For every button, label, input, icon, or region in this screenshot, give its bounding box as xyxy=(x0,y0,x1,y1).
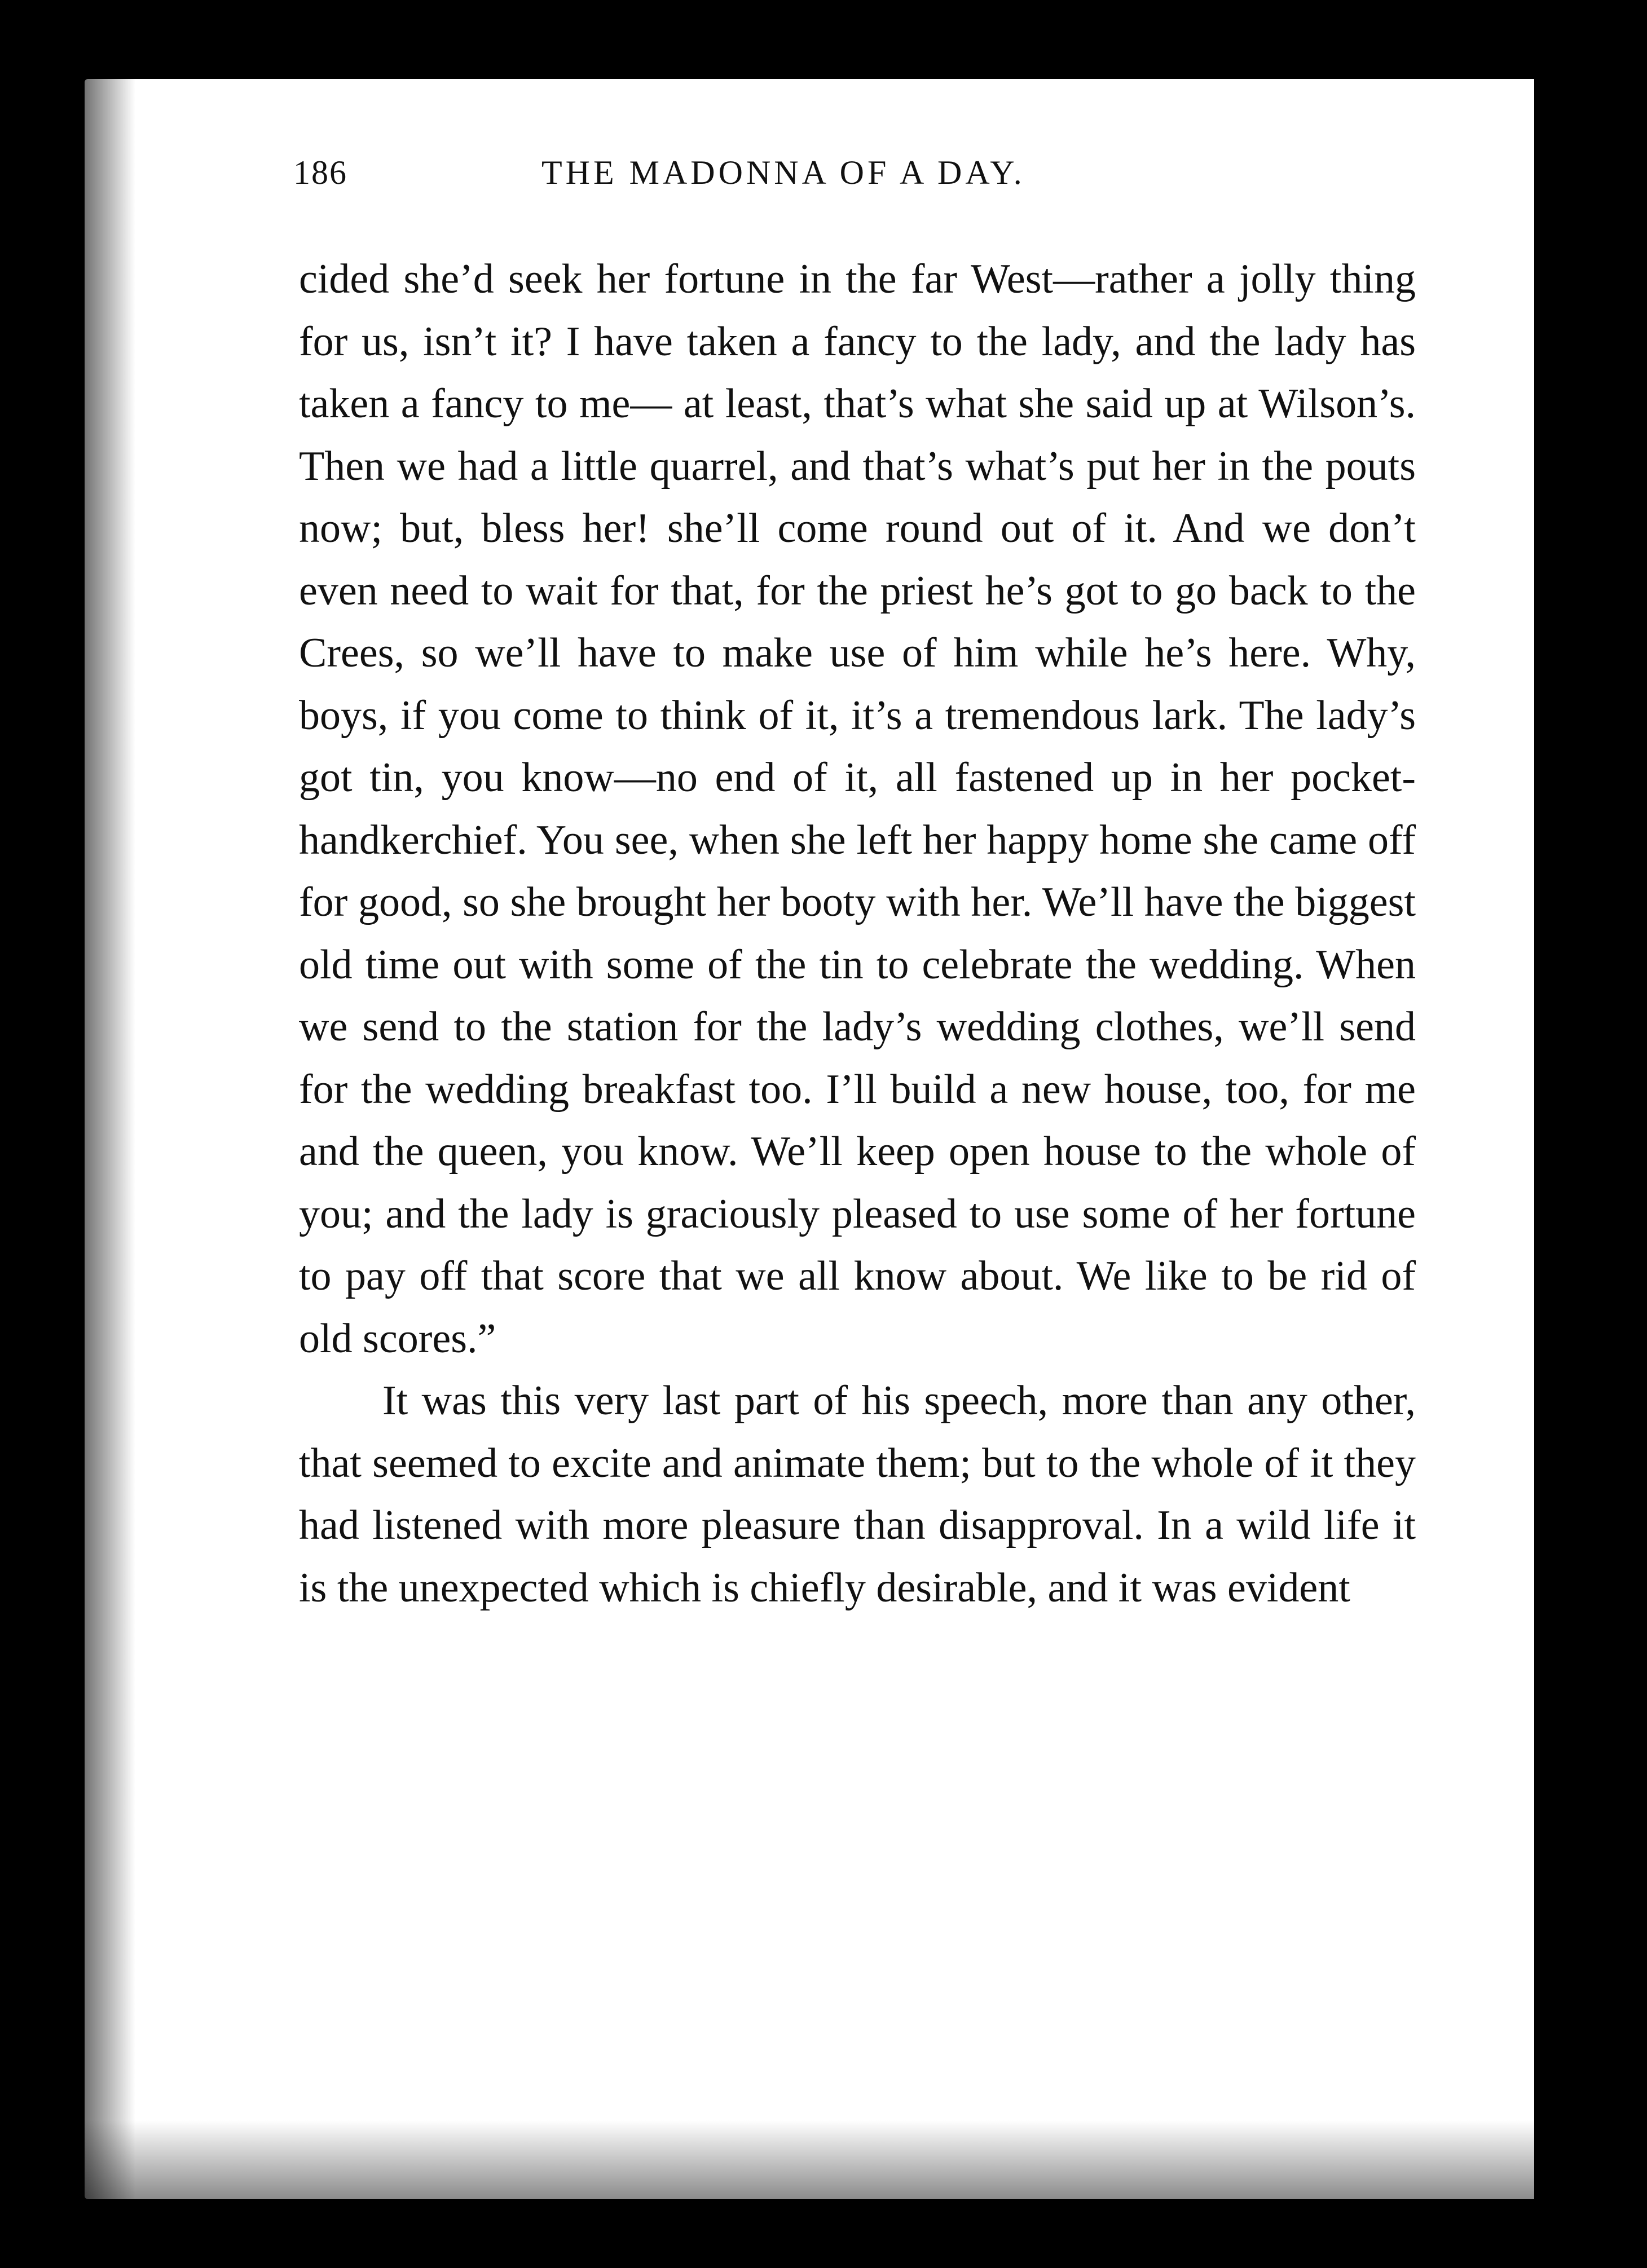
body-text xyxy=(299,248,1416,1619)
running-head: THE MADONNA OF A DAY. xyxy=(541,154,1025,191)
paragraph: cided she’d seek her fortune in the far West—rather a jolly thing for us, isn’t it? I have taken a fancy to the lady, and the lady has taken a fancy to me— at least, that’s what she said up at Wilson’s. Then we had a little quarrel, and that’s what’s put her in the pouts now; but, bless her! she’ll come round out of it. And we don’t even need to wait for that, for the priest he’s got to go back to the Crees, so we’ll have to make use of him while he’s here. Why, boys, if you come to think of it, it’s a tremendous lark. The lady’s got tin, you know—no end of it, all fastened up in her pocket-handkerchief. You see, when she left her happy home she came off for good, so she brought her booty with her. We’ll have the biggest old time out with some of the tin to celebrate the wedding. When we send to the station for the lady’s wedding clothes, we’ll send for the wedding breakfast too. I’ll build a new house, too, for me and the queen, you know. We’ll keep open house to the whole of you; and the lady is graciously pleased to use some of her fortune to pay off that score that we all know about. We like to be rid of old scores.” xyxy=(299,256,1416,1362)
gutter-shadow xyxy=(85,79,135,2199)
page-number: 186 xyxy=(293,154,347,191)
bottom-shadow xyxy=(85,2120,1579,2199)
right-page-edge xyxy=(1534,79,1579,2199)
page-header xyxy=(293,153,1376,215)
paragraph: It was this very last part of his speech, more than any other, that seemed to excite and animate them; but to the whole of it they had listened with more pleasure than disapproval. In a wild life it is the unexpected which is chiefly desirable, and it was evident xyxy=(299,1378,1416,1611)
